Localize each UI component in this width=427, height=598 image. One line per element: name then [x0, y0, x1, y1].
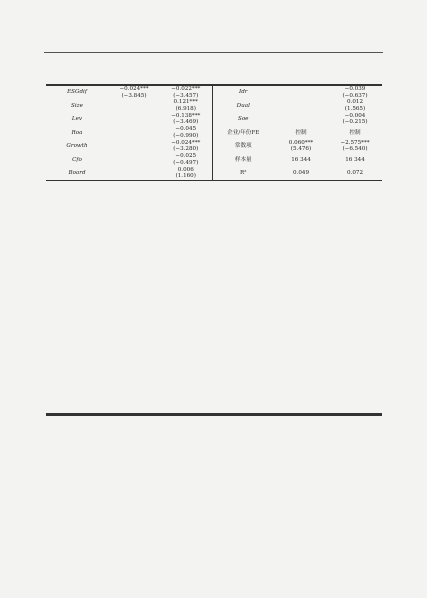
table2-col2-right: 0.012 (1.565): [344, 99, 366, 112]
table2-row: [46, 140, 382, 154]
table2-row: [46, 153, 382, 167]
table2-caption: [0, 73, 427, 80]
table2-col1-left: [108, 153, 160, 167]
table2-col2-left: −0.138*** (−3.469): [171, 112, 201, 126]
table2-col1-right: 0.060*** (5.476): [288, 139, 314, 153]
table2-var-right: R²: [212, 167, 274, 181]
table2-var-left: ESGdif: [67, 89, 87, 96]
table2-col1-right: [274, 113, 328, 127]
table2-col1-right: 控制: [295, 129, 307, 136]
table2-row: [46, 86, 382, 100]
table2-var-right: Idr: [212, 86, 274, 100]
table2-var-right: 常数项: [212, 140, 274, 154]
table2-col2-right: 控制: [349, 129, 361, 136]
table2-col2-right: 16 344: [345, 156, 365, 163]
table2-col1-left: [108, 140, 160, 154]
table3-r2-col1: [118, 415, 206, 416]
table2-col1-right: [274, 99, 328, 113]
table2-col2-right: −0.039 (−0.637): [342, 86, 368, 99]
table2-row: [46, 99, 382, 113]
table2-var-left: Board: [46, 167, 108, 181]
table2-var-left: Growth: [66, 143, 88, 150]
table2-var-right: 样本量: [212, 153, 274, 167]
table2-col2-right: 0.072: [328, 167, 382, 181]
table2-row: [46, 126, 382, 140]
table2-col1-left: −0.024*** (−3.845): [119, 86, 149, 99]
table2-col1-left: [108, 99, 160, 113]
table2-col2-left: 0.006 (1.160): [160, 167, 212, 181]
table2-col2-right: −2.575*** (−6.540): [340, 139, 370, 153]
table2-col1-left: [108, 113, 160, 127]
table2-col2-left: −0.045 (−0.990): [173, 126, 199, 139]
header-rule: [44, 52, 383, 53]
table3-r2-col2: [206, 415, 294, 416]
table2-col1-right: 0.049: [274, 167, 328, 181]
table2-row: [46, 167, 382, 181]
table3-r2-row: [46, 415, 382, 416]
table2-col1-right: 16 344: [291, 156, 311, 163]
table2-col1-right: [274, 86, 328, 100]
table2-var-left: Lev: [71, 116, 83, 123]
table2-col2-left: −0.022*** (−3.457): [171, 86, 201, 99]
table2-var-right: Soe: [212, 113, 274, 127]
table2-col2-left: −0.025 (−0.497): [173, 153, 199, 166]
table3-endogeneity: [46, 413, 382, 416]
table3-r2-col3: [294, 415, 382, 416]
table2-baseline-regression: [46, 84, 382, 181]
table3-r2-label: [46, 415, 118, 416]
table2-col2-left: 0.121*** (6.918): [173, 99, 198, 112]
table2-var-right: 企业/年份FE: [212, 126, 274, 140]
table2-var-left: Cfo: [72, 156, 82, 163]
table2-row: [46, 113, 382, 127]
table2-var-left: Size: [71, 102, 83, 109]
table2-var-left: Roa: [71, 129, 83, 136]
table2-col2-left: −0.024*** (−3.280): [171, 139, 201, 153]
table2-col1-left: [108, 167, 160, 181]
table2-var-right: Dual: [212, 99, 274, 113]
table2-col1-left: [108, 126, 160, 140]
table2-col2-right: −0.004 (−0.215): [342, 112, 368, 126]
table3-caption: [0, 402, 427, 409]
